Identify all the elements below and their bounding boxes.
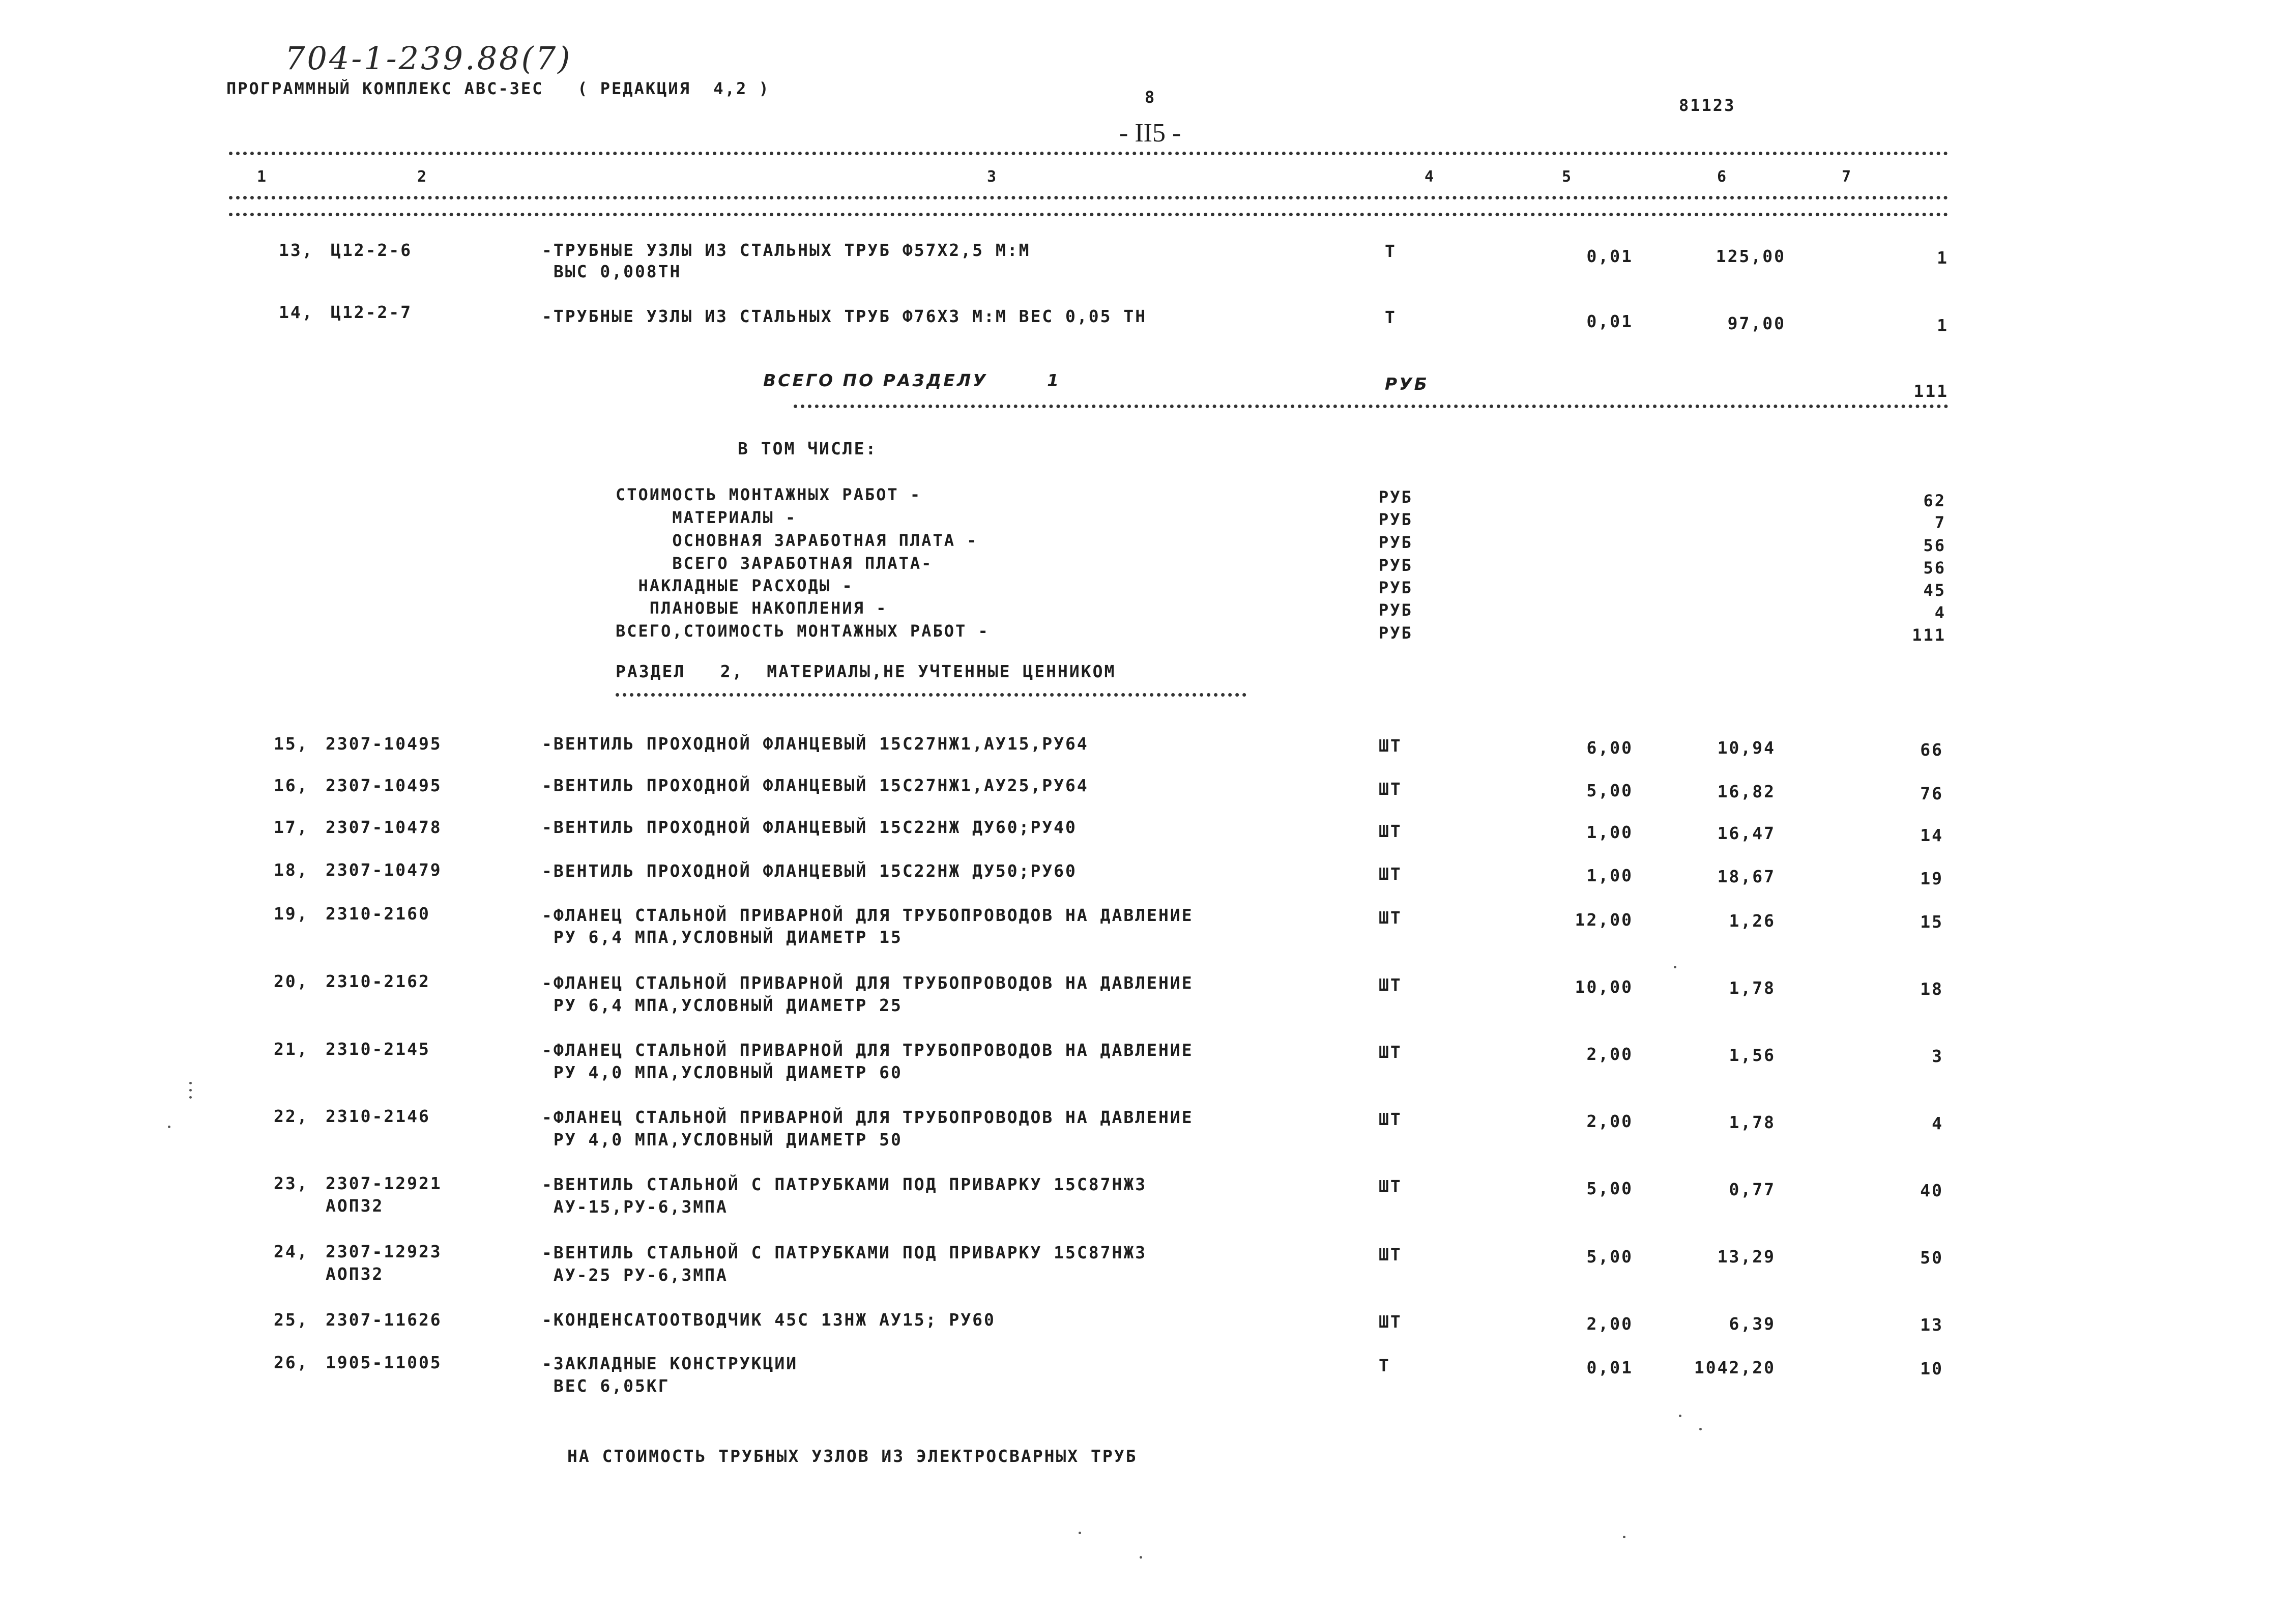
row-total: 50 [1920, 1248, 1943, 1268]
column-header-5: 5 [1562, 168, 1572, 186]
row-unit: ШТ [1379, 1042, 1402, 1062]
row-description-cont: РУ 6,4 МПА,УСЛОВНЫЙ ДИАМЕТР 15 [542, 927, 903, 947]
row-code: 2307-10495 [326, 775, 442, 795]
row-total: 15 [1920, 912, 1943, 932]
scan-speck [189, 1089, 192, 1091]
row-number: 25, [274, 1310, 309, 1330]
row-code: 2307-10478 [326, 817, 442, 837]
row-unit: Т [1385, 241, 1397, 261]
row-description: -ВЕНТИЛЬ СТАЛЬНОЙ С ПАТРУБКАМИ ПОД ПРИВАРКУ 15С87НЖ3 [542, 1243, 1147, 1262]
row-price: 1042,20 [1694, 1358, 1776, 1377]
row-number: 20, [274, 971, 309, 991]
summary-label: ВСЕГО,СТОИМОСТЬ МОНТАЖНЫХ РАБОТ - [616, 621, 990, 641]
row-description-cont: РУ 4,0 МПА,УСЛОВНЫЙ ДИАМЕТР 50 [542, 1130, 903, 1149]
row-quantity: 0,01 [1586, 1358, 1633, 1377]
page-number: - II5 - [1119, 119, 1181, 148]
row-description-cont: АУ-25 РУ-6,3МПА [542, 1265, 728, 1285]
row-total: 1 [1937, 248, 1949, 268]
row-number: 22, [274, 1106, 309, 1126]
header-mark: 8 [1145, 88, 1156, 107]
row-number: 26, [274, 1353, 309, 1372]
row-quantity: 0,01 [1586, 311, 1633, 331]
row-price: 10,94 [1717, 738, 1776, 758]
section-total-unit: РУБ [1385, 374, 1429, 394]
row-total: 40 [1920, 1181, 1943, 1200]
scan-speck [1623, 1536, 1625, 1538]
rule-header-bottom-2 [229, 213, 1949, 216]
row-description-cont: АУ-15,РУ-6,3МПА [542, 1197, 728, 1217]
column-header-2: 2 [417, 168, 427, 186]
row-description-cont: ВЫС 0,008ТН [542, 262, 682, 281]
row-total: 66 [1920, 740, 1943, 760]
row-description: -ВЕНТИЛЬ ПРОХОДНОЙ ФЛАНЦЕВЫЙ 15С22НЖ ДУ60;РУ40 [542, 817, 1077, 837]
summary-label: ВСЕГО ЗАРАБОТНАЯ ПЛАТА- [616, 554, 933, 573]
summary-unit: РУБ [1379, 623, 1413, 643]
row-description: -ТРУБНЫЕ УЗЛЫ ИЗ СТАЛЬНЫХ ТРУБ Ф57Х2,5 М:М [542, 240, 1031, 260]
summary-label: НАКЛАДНЫЕ РАСХОДЫ - [616, 576, 854, 595]
row-price: 97,00 [1727, 313, 1786, 333]
row-total: 1 [1937, 315, 1949, 335]
summary-unit: РУБ [1379, 487, 1413, 507]
summary-unit: РУБ [1379, 533, 1413, 552]
row-number: 18, [274, 860, 309, 880]
section-2-title: РАЗДЕЛ 2, МАТЕРИАЛЫ,НЕ УЧТЕННЫЕ ЦЕННИКОМ [616, 662, 1116, 681]
rule-section-total [794, 405, 1949, 408]
summary-value: 56 [1923, 558, 1946, 578]
summary-unit: РУБ [1379, 600, 1413, 620]
row-code: Ц12-2-7 [331, 302, 413, 322]
row-code: 2307-10495 [326, 734, 442, 754]
summary-unit: РУБ [1379, 578, 1413, 597]
scan-speck [189, 1082, 192, 1084]
column-header-1: 1 [257, 168, 267, 186]
row-description-cont: РУ 6,4 МПА,УСЛОВНЫЙ ДИАМЕТР 25 [542, 995, 903, 1015]
summary-value: 7 [1934, 513, 1946, 532]
row-description: -ВЕНТИЛЬ СТАЛЬНОЙ С ПАТРУБКАМИ ПОД ПРИВАРКУ 15С87НЖ3 [542, 1174, 1147, 1194]
row-price: 1,56 [1729, 1045, 1776, 1065]
row-code: 2307-11626 [326, 1310, 442, 1330]
row-quantity: 5,00 [1586, 1247, 1633, 1267]
row-number: 24, [274, 1242, 309, 1261]
row-price: 1,78 [1729, 1112, 1776, 1132]
scan-speck [1674, 966, 1676, 968]
row-code: 2310-2162 [326, 971, 430, 991]
row-quantity: 5,00 [1586, 781, 1633, 800]
row-unit: ШТ [1379, 779, 1402, 799]
row-price: 1,26 [1729, 911, 1776, 931]
row-quantity: 2,00 [1586, 1044, 1633, 1064]
scan-speck [1699, 1428, 1702, 1430]
row-unit: ШТ [1379, 821, 1402, 841]
row-price: 1,78 [1729, 978, 1776, 998]
rule-section-2 [616, 693, 1246, 697]
row-total: 13 [1920, 1315, 1943, 1335]
row-unit: ШТ [1379, 1109, 1402, 1129]
row-total: 10 [1920, 1359, 1943, 1378]
row-quantity: 2,00 [1586, 1111, 1633, 1131]
summary-value: 45 [1923, 581, 1946, 600]
row-number: 16, [274, 775, 309, 795]
summary-label: СТОИМОСТЬ МОНТАЖНЫХ РАБОТ - [616, 485, 922, 504]
row-unit: ШТ [1379, 864, 1402, 884]
section-total-number: 1 [1047, 370, 1061, 390]
row-unit: Т [1379, 1356, 1390, 1375]
row-description: -ВЕНТИЛЬ ПРОХОДНОЙ ФЛАНЦЕВЫЙ 15С27НЖ1,АУ25,РУ64 [542, 775, 1089, 795]
row-unit: ШТ [1379, 975, 1402, 995]
row-quantity: 1,00 [1586, 866, 1633, 885]
row-unit: ШТ [1379, 908, 1402, 928]
row-code: Ц12-2-6 [331, 240, 413, 260]
row-price: 13,29 [1717, 1247, 1776, 1267]
column-header-6: 6 [1717, 168, 1727, 186]
scan-speck [168, 1126, 170, 1128]
rule-top [229, 152, 1949, 155]
row-quantity: 10,00 [1575, 977, 1633, 997]
row-code: 2310-2160 [326, 904, 430, 924]
summary-value: 56 [1923, 536, 1946, 555]
column-header-4: 4 [1425, 168, 1434, 186]
section-total-label: ВСЕГО ПО РАЗДЕЛУ [763, 370, 988, 390]
row-code: 2310-2145 [326, 1039, 430, 1059]
row-total: 14 [1920, 825, 1943, 845]
row-description: -ВЕНТИЛЬ ПРОХОДНОЙ ФЛАНЦЕВЫЙ 15С22НЖ ДУ50;РУ60 [542, 861, 1077, 881]
row-code: 2310-2146 [326, 1106, 430, 1126]
row-price: 0,77 [1729, 1180, 1776, 1199]
summary-value: 111 [1912, 625, 1946, 645]
row-number: 13, [279, 240, 314, 260]
scan-speck [1679, 1415, 1681, 1417]
including-label: В ТОМ ЧИСЛЕ: [738, 439, 878, 458]
row-number: 23, [274, 1173, 309, 1193]
row-description-cont: РУ 4,0 МПА,УСЛОВНЫЙ ДИАМЕТР 60 [542, 1062, 903, 1082]
row-description-cont: ВЕС 6,05КГ [542, 1376, 670, 1396]
row-code: 1905-11005 [326, 1353, 442, 1372]
row-unit: ШТ [1379, 1312, 1402, 1332]
row-number: 17, [274, 817, 309, 837]
footer-note: НА СТОИМОСТЬ ТРУБНЫХ УЗЛОВ ИЗ ЭЛЕКТРОСВАРНЫХ ТРУБ [567, 1446, 1138, 1466]
handwritten-reference: 704-1-239.88(7) [285, 40, 572, 77]
row-unit: ШТ [1379, 1176, 1402, 1196]
row-description: -ФЛАНЕЦ СТАЛЬНОЙ ПРИВАРНОЙ ДЛЯ ТРУБОПРОВОДОВ НА ДАВЛЕНИЕ [542, 1040, 1194, 1060]
row-description: -КОНДЕНСАТООТВОДЧИК 45С 13НЖ АУ15; РУ60 [542, 1310, 996, 1330]
row-quantity: 12,00 [1575, 910, 1633, 930]
summary-label: ОСНОВНАЯ ЗАРАБОТНАЯ ПЛАТА - [616, 531, 978, 550]
row-price: 6,39 [1729, 1314, 1776, 1334]
row-code: 2307-12923 [326, 1242, 442, 1261]
row-unit: Т [1385, 307, 1397, 327]
row-number: 19, [274, 904, 309, 924]
column-header-7: 7 [1842, 168, 1851, 186]
summary-label: МАТЕРИАЛЫ - [616, 508, 797, 527]
program-line: ПРОГРАММНЫЙ КОМПЛЕКС АВС-3ЕС ( РЕДАКЦИЯ 4,2 ) [226, 79, 770, 98]
row-code-suffix: АОП32 [326, 1196, 384, 1216]
row-quantity: 5,00 [1586, 1178, 1633, 1198]
row-unit: ШТ [1379, 1245, 1402, 1264]
summary-unit: РУБ [1379, 510, 1413, 529]
row-total: 19 [1920, 869, 1943, 888]
scan-speck [1140, 1556, 1142, 1559]
row-number: 21, [274, 1039, 309, 1059]
scan-speck [189, 1096, 192, 1099]
summary-value: 62 [1923, 491, 1946, 510]
row-code: 2307-10479 [326, 860, 442, 880]
section-total-value: 111 [1913, 381, 1949, 401]
summary-unit: РУБ [1379, 556, 1413, 575]
document-code: 81123 [1679, 96, 1736, 115]
row-description: -ЗАКЛАДНЫЕ КОНСТРУКЦИИ [542, 1354, 798, 1373]
row-quantity: 2,00 [1586, 1314, 1633, 1334]
summary-label: ПЛАНОВЫЕ НАКОПЛЕНИЯ - [616, 598, 888, 618]
row-description: -ФЛАНЕЦ СТАЛЬНОЙ ПРИВАРНОЙ ДЛЯ ТРУБОПРОВОДОВ НА ДАВЛЕНИЕ [542, 1107, 1194, 1127]
row-quantity: 1,00 [1586, 822, 1633, 842]
row-quantity: 0,01 [1586, 246, 1633, 266]
row-code-suffix: АОП32 [326, 1264, 384, 1284]
row-description: -ФЛАНЕЦ СТАЛЬНОЙ ПРИВАРНОЙ ДЛЯ ТРУБОПРОВОДОВ НА ДАВЛЕНИЕ [542, 905, 1194, 925]
scan-speck [1079, 1532, 1081, 1534]
row-price: 18,67 [1717, 867, 1776, 886]
row-total: 18 [1920, 979, 1943, 999]
row-price: 16,47 [1717, 823, 1776, 843]
rule-header-bottom [229, 196, 1949, 199]
row-total: 3 [1932, 1046, 1943, 1066]
row-unit: ШТ [1379, 736, 1402, 756]
row-description: -ФЛАНЕЦ СТАЛЬНОЙ ПРИВАРНОЙ ДЛЯ ТРУБОПРОВОДОВ НА ДАВЛЕНИЕ [542, 973, 1194, 993]
row-total: 76 [1920, 784, 1943, 803]
row-price: 16,82 [1717, 782, 1776, 801]
summary-value: 4 [1934, 603, 1946, 622]
column-header-3: 3 [987, 168, 997, 186]
row-total: 4 [1932, 1113, 1943, 1133]
row-price: 125,00 [1716, 246, 1786, 266]
row-description: -ТРУБНЫЕ УЗЛЫ ИЗ СТАЛЬНЫХ ТРУБ Ф76Х3 М:М ВЕС 0,05 ТН [542, 306, 1147, 326]
row-quantity: 6,00 [1586, 738, 1633, 758]
row-description: -ВЕНТИЛЬ ПРОХОДНОЙ ФЛАНЦЕВЫЙ 15С27НЖ1,АУ15,РУ64 [542, 734, 1089, 754]
row-number: 15, [274, 734, 309, 754]
row-code: 2307-12921 [326, 1173, 442, 1193]
row-number: 14, [279, 302, 314, 322]
